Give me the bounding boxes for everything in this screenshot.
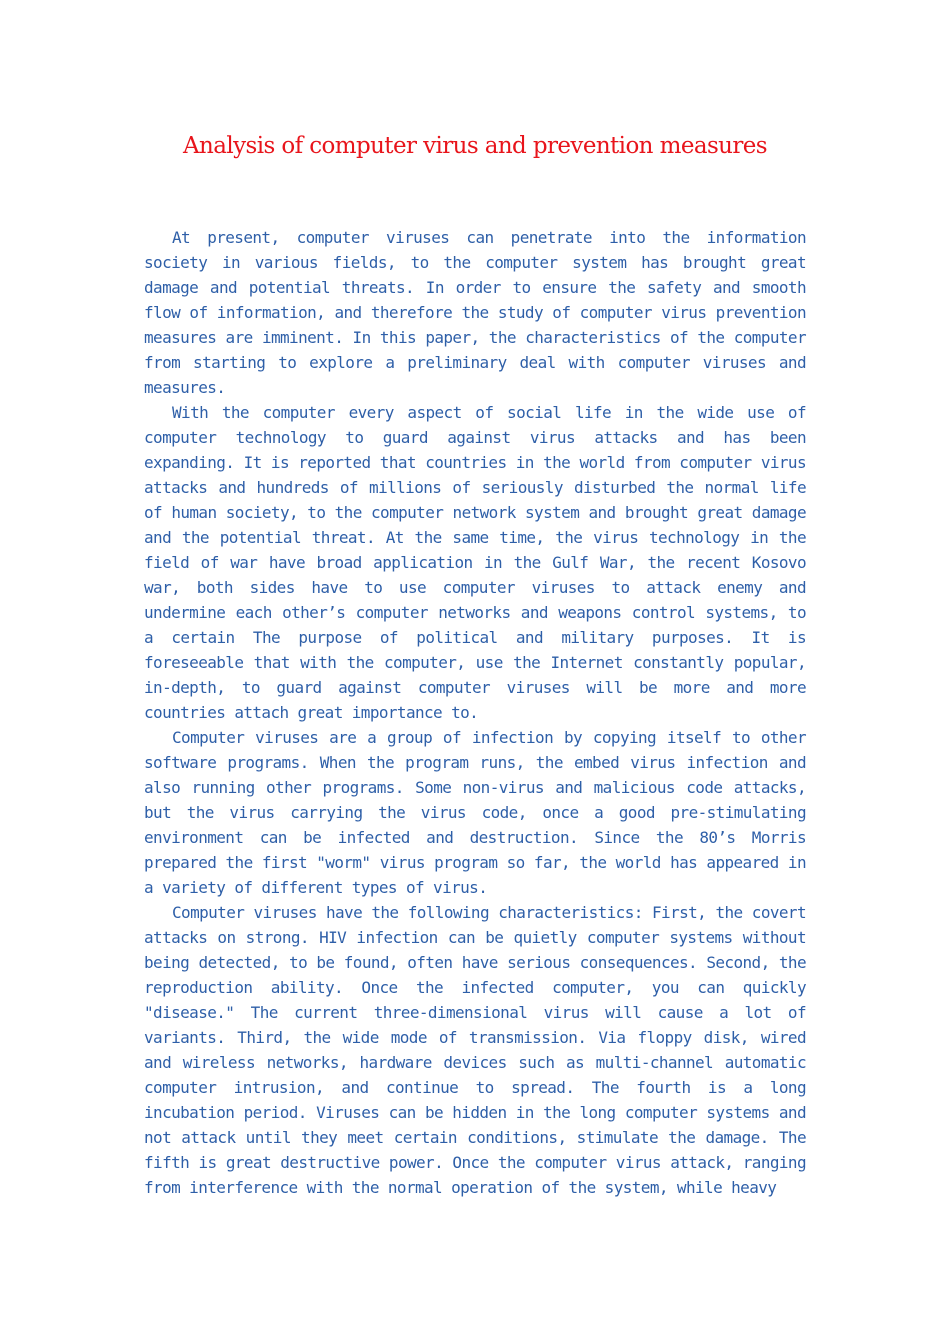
document-body (144, 225, 806, 1200)
document-title: Analysis of computer virus and prevention measures (183, 133, 767, 159)
paragraph-2: With the computer every aspect of social life in the wide use of computer technology to guard against virus attacks and has been expanding. It is reported that countries in the world from computer virus attacks and hundreds of millions of seriously disturbed the normal life of human society, to the computer network system and brought great damage and the potential threat. At the same time, the virus technology in the field of war have broad application in the Gulf War, the recent Kosovo war, both sides have to use computer viruses to attack enemy and undermine each other’s computer networks and weapons control systems, to a certain The purpose of political and military purposes. It is foreseeable that with the computer, use the Internet constantly popular, in-depth, to guard against computer viruses will be more and more countries attach great importance to. (144, 403, 806, 722)
paragraph-4: Computer viruses have the following characteristics: First, the covert attacks on strong. HIV infection can be quietly computer systems without being detected, to be found, often have serious consequences. Second, the reproduction ability. Once the infected computer, you can quickly "disease." The current three-dimensional virus will cause a lot of variants. Third, the wide mode of transmission. Via floppy disk, wired and wireless networks, hardware devices such as multi-channel automatic computer intrusion, and continue to spread. The fourth is a long incubation period. Viruses can be hidden in the long computer systems and not attack until they meet certain conditions, stimulate the damage. The fifth is great destructive power. Once the computer virus attack, ranging from interference with the normal operation of the system, while heavy (144, 903, 806, 1197)
paragraph-3: Computer viruses are a group of infection by copying itself to other software programs. When the program runs, the embed virus infection and also running other programs. Some non-virus and malicious code attacks, but the virus carrying the virus code, once a good pre-stimulating environment can be infected and destruction. Since the 80’s Morris prepared the first "worm" virus program so far, the world has appeared in a variety of different types of virus. (144, 728, 806, 897)
paragraph-1: At present, computer viruses can penetrate into the information society in various fields, to the computer system has brought great damage and potential threats. In order to ensure the safety and smooth flow of information, and therefore the study of computer virus prevention measures are imminent. In this paper, the characteristics of the computer from starting to explore a preliminary deal with computer viruses and measures. (144, 228, 806, 397)
